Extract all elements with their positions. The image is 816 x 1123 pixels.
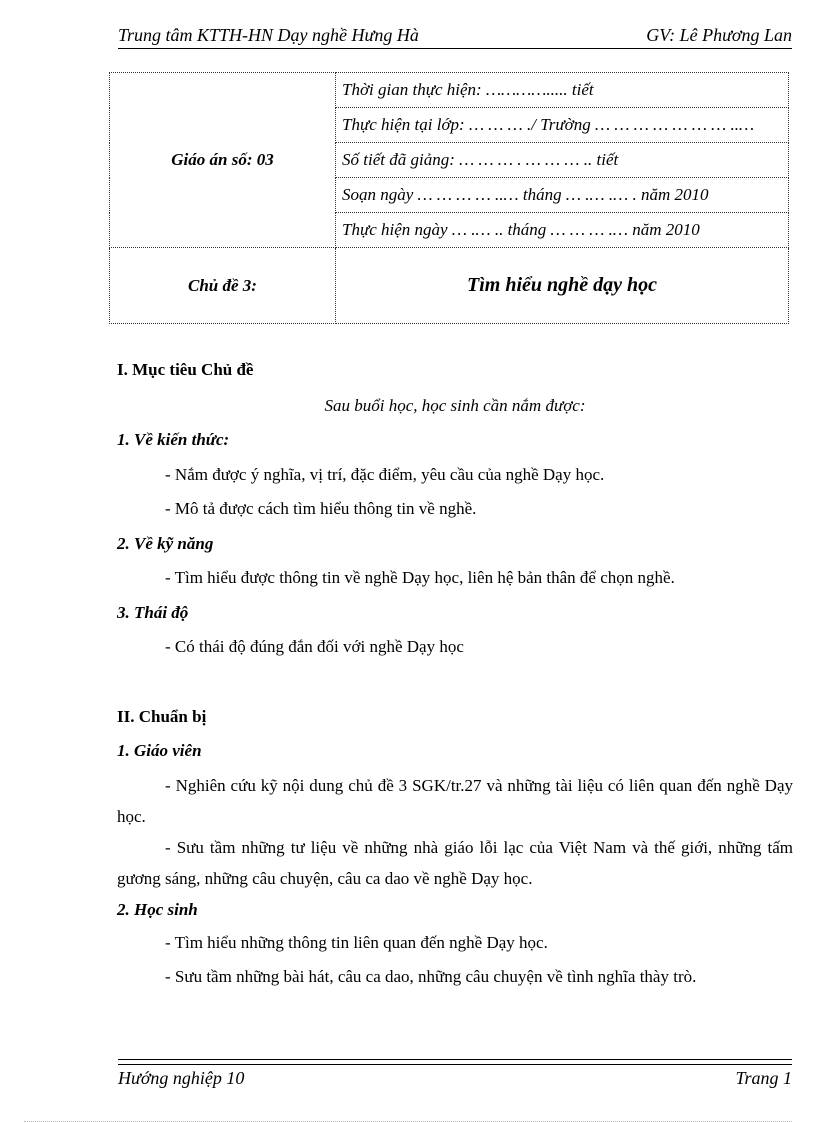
- page-footer: [118, 1068, 792, 1089]
- page-edge: [24, 1121, 792, 1122]
- lesson-info-table: [109, 72, 789, 324]
- attitude-item: - Có thái độ đúng đắn đối với nghề Dạy học: [165, 637, 464, 656]
- section1-intro: Sau buổi học, học sinh cần nắm được:: [324, 396, 586, 415]
- knowledge-item: - Mô tả được cách tìm hiểu thông tin về nghề.: [165, 499, 477, 518]
- footer-left: Hướng nghiệp 10: [118, 1068, 245, 1088]
- info-row-periods: Số tiết đã giảng: … … … . … … … .. tiết: [336, 143, 789, 178]
- page-header: [118, 24, 792, 49]
- header-right: GV: Lê Phương Lan: [646, 25, 792, 45]
- teacher-item: - Sưu tầm những tư liệu về những nhà giáo lỗi lạc của Việt Nam và thế giới, những tấm gương sáng, những câu chuyện, câu ca dao về nghề Dạy học.: [117, 838, 793, 888]
- footer-rule: [118, 1059, 792, 1065]
- topic-label: Chủ đề 3:: [110, 248, 336, 324]
- teacher-item: - Nghiên cứu kỹ nội dung chủ đề 3 SGK/tr.27 và những tài liệu có liên quan đến nghề Dạy học.: [117, 776, 793, 826]
- knowledge-heading: 1. Về kiến thức:: [117, 430, 230, 449]
- header-left: Trung tâm KTTH-HN Dạy nghề Hưng Hà: [118, 25, 419, 45]
- section2-heading: II. Chuẩn bị: [117, 707, 207, 726]
- attitude-heading: 3. Thái độ: [117, 603, 189, 622]
- knowledge-item: - Nắm được ý nghĩa, vị trí, đặc điểm, yêu cầu của nghề Dạy học.: [165, 465, 605, 484]
- skills-item: - Tìm hiểu được thông tin về nghề Dạy học, liên hệ bản thân để chọn nghề.: [165, 568, 675, 587]
- topic-title: Tìm hiểu nghề dạy học: [336, 248, 789, 324]
- student-item: - Tìm hiểu những thông tin liên quan đến nghề Dạy học.: [165, 933, 548, 952]
- skills-heading: 2. Về kỹ năng: [117, 534, 214, 553]
- info-row-time: Thời gian thực hiện: …………..... tiết: [336, 73, 789, 108]
- info-row-taught-date: Thực hiện ngày … .… .. tháng … … … .… năm 2010: [336, 213, 789, 248]
- student-item: - Sưu tầm những bài hát, câu ca dao, những câu chuyện về tình nghĩa thày trò.: [165, 967, 697, 986]
- info-row-class: Thực hiện tại lớp: … … … ./ Trường … … … … … … … ..…: [336, 108, 789, 143]
- section1-heading: I. Mục tiêu Chủ đề: [117, 360, 254, 379]
- teacher-heading: 1. Giáo viên: [117, 741, 202, 760]
- lesson-number-label: Giáo án số: 03: [110, 73, 336, 248]
- info-row-prepared-date: Soạn ngày … … … … ..… tháng … .… .… . năm 2010: [336, 178, 789, 213]
- student-heading: 2. Học sinh: [117, 900, 198, 919]
- footer-right: Trang 1: [735, 1068, 792, 1088]
